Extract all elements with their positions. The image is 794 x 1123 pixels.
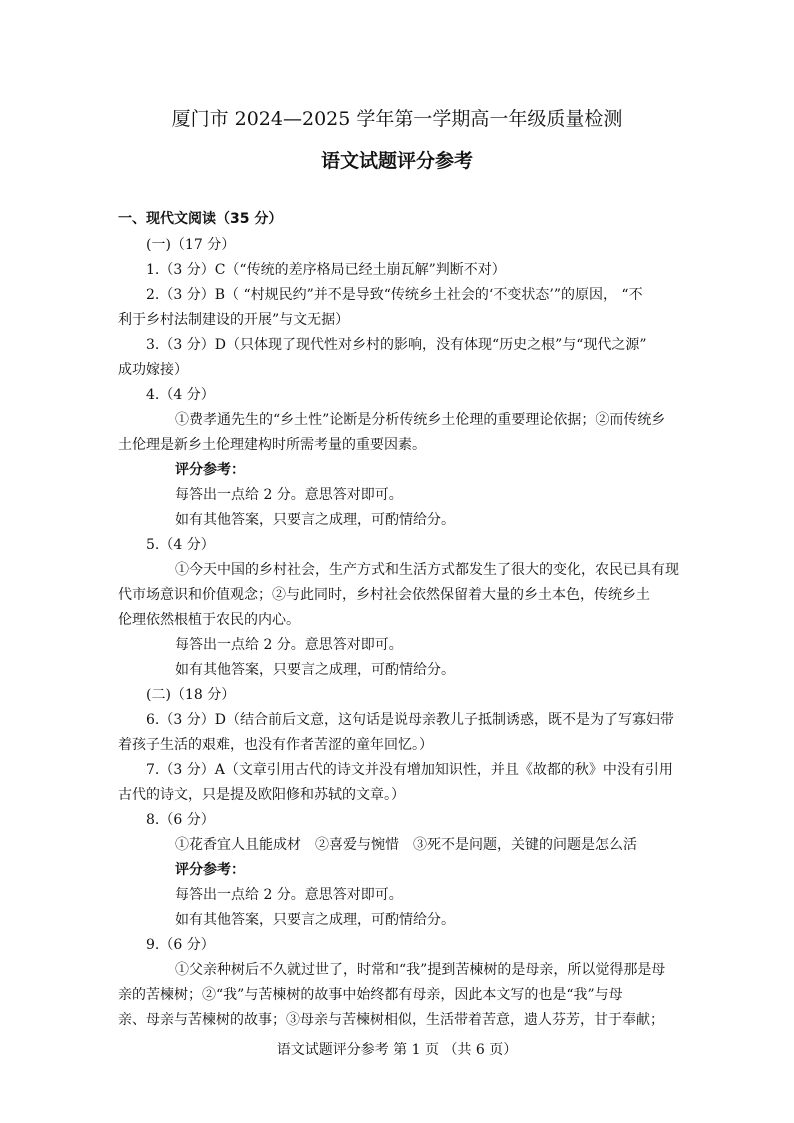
answer-q5-line3: 伦理依然根植于农民的内心。 xyxy=(118,612,300,628)
scoring-rule-2: 如有其他答案，只要言之成理，可酌情给分。 xyxy=(175,662,455,678)
answer-q4-line1: ①费孝通先生的“乡土性”论断是分析传统乡土伦理的重要理论依据；②而传统乡 xyxy=(175,412,666,428)
answer-q6-line2: 着孩子生活的艰难，也没有作者苦涩的童年回忆。） xyxy=(118,737,433,753)
scoring-rule-1: 每答出一点给 2 分。意思答对即可。 xyxy=(175,637,403,653)
section-heading: 一、现代文阅读（35 分） xyxy=(118,211,283,227)
scoring-reference-label: 评分参考： xyxy=(175,862,245,878)
answer-q5-heading: 5.（4 分） xyxy=(146,537,215,553)
answer-q2-line2: 利于乡村法制建设的开展”与文无据） xyxy=(118,312,350,328)
answer-q6-line1: 6.（3 分）D（结合前后文意，这句话是说母亲教儿子抵制诱惑，既不是为了写寡妇带 xyxy=(146,712,674,728)
answer-q8-line1: ①花香宜人且能成材 ②喜爱与惋惜 ③死不是问题，关键的问题是怎么活 xyxy=(175,837,637,853)
answer-q8-heading: 8.（6 分） xyxy=(146,812,215,828)
part-heading-2: (二)（18 分） xyxy=(146,687,236,703)
answer-q4-heading: 4.（4 分） xyxy=(146,387,215,403)
document-subtitle: 语文试题评分参考 xyxy=(320,150,473,172)
scoring-rule-1: 每答出一点给 2 分。意思答对即可。 xyxy=(175,887,403,903)
part-heading-1: (一)（17 分） xyxy=(146,237,236,253)
scoring-rule-2: 如有其他答案，只要言之成理，可酌情给分。 xyxy=(175,912,455,928)
answer-q3-line1: 3.（3 分）D（只体现了现代性对乡村的影响，没有体现“历史之根”与“现代之源” xyxy=(146,337,647,353)
page-footer: 语文试题评分参考 第 1 页 （共 6 页） xyxy=(276,1042,518,1058)
scoring-rule-2: 如有其他答案，只要言之成理，可酌情给分。 xyxy=(175,512,455,528)
answer-q5-line2: 代市场意识和价值观念；②与此同时，乡村社会依然保留着大量的乡土本色，传统乡土 xyxy=(118,587,650,603)
answer-q9-line1: ①父亲种树后不久就过世了，时常和“我”提到苦楝树的是母亲，所以觉得那是母 xyxy=(175,962,666,978)
answer-q7-line2: 古代的诗文，只是提及欧阳修和苏轼的文章。） xyxy=(118,787,405,803)
answer-q5-line1: ①今天中国的乡村社会，生产方式和生活方式都发生了很大的变化，农民已具有现 xyxy=(175,562,679,578)
answer-q3-line2: 成功嫁接） xyxy=(118,362,188,378)
scoring-rule-1: 每答出一点给 2 分。意思答对即可。 xyxy=(175,487,403,503)
answer-q9-heading: 9.（6 分） xyxy=(146,937,215,953)
answer-q9-line2: 亲的苦楝树；②“我”与苦楝树的故事中始终都有母亲，因此本文写的也是“我”与母 xyxy=(118,987,623,1003)
document-title: 厦门市 2024—2025 学年第一学期高一年级质量检测 xyxy=(171,108,623,130)
answer-q9-line3: 亲、母亲与苦楝树的故事；③母亲与苦楝树相似，生活带着苦意，遗人芬芳，甘于奉献； xyxy=(118,1012,664,1028)
answer-q1: 1.（3 分）C（“传统的差序格局已经土崩瓦解”判断不对） xyxy=(146,262,506,278)
answer-q2-line1: 2.（3 分）B（ “村规民约”并不是导致“传统乡土社会的‘不变状态’”的原因， “不 xyxy=(146,287,643,303)
answer-q4-line2: 土伦理是新乡土伦理建构时所需考量的重要因素。 xyxy=(118,437,426,453)
answer-q7-line1: 7.（3 分）A（文章引用古代的诗文并没有增加知识性，并且《故都的秋》中没有引用 xyxy=(146,762,673,778)
scoring-reference-label: 评分参考： xyxy=(175,462,245,478)
